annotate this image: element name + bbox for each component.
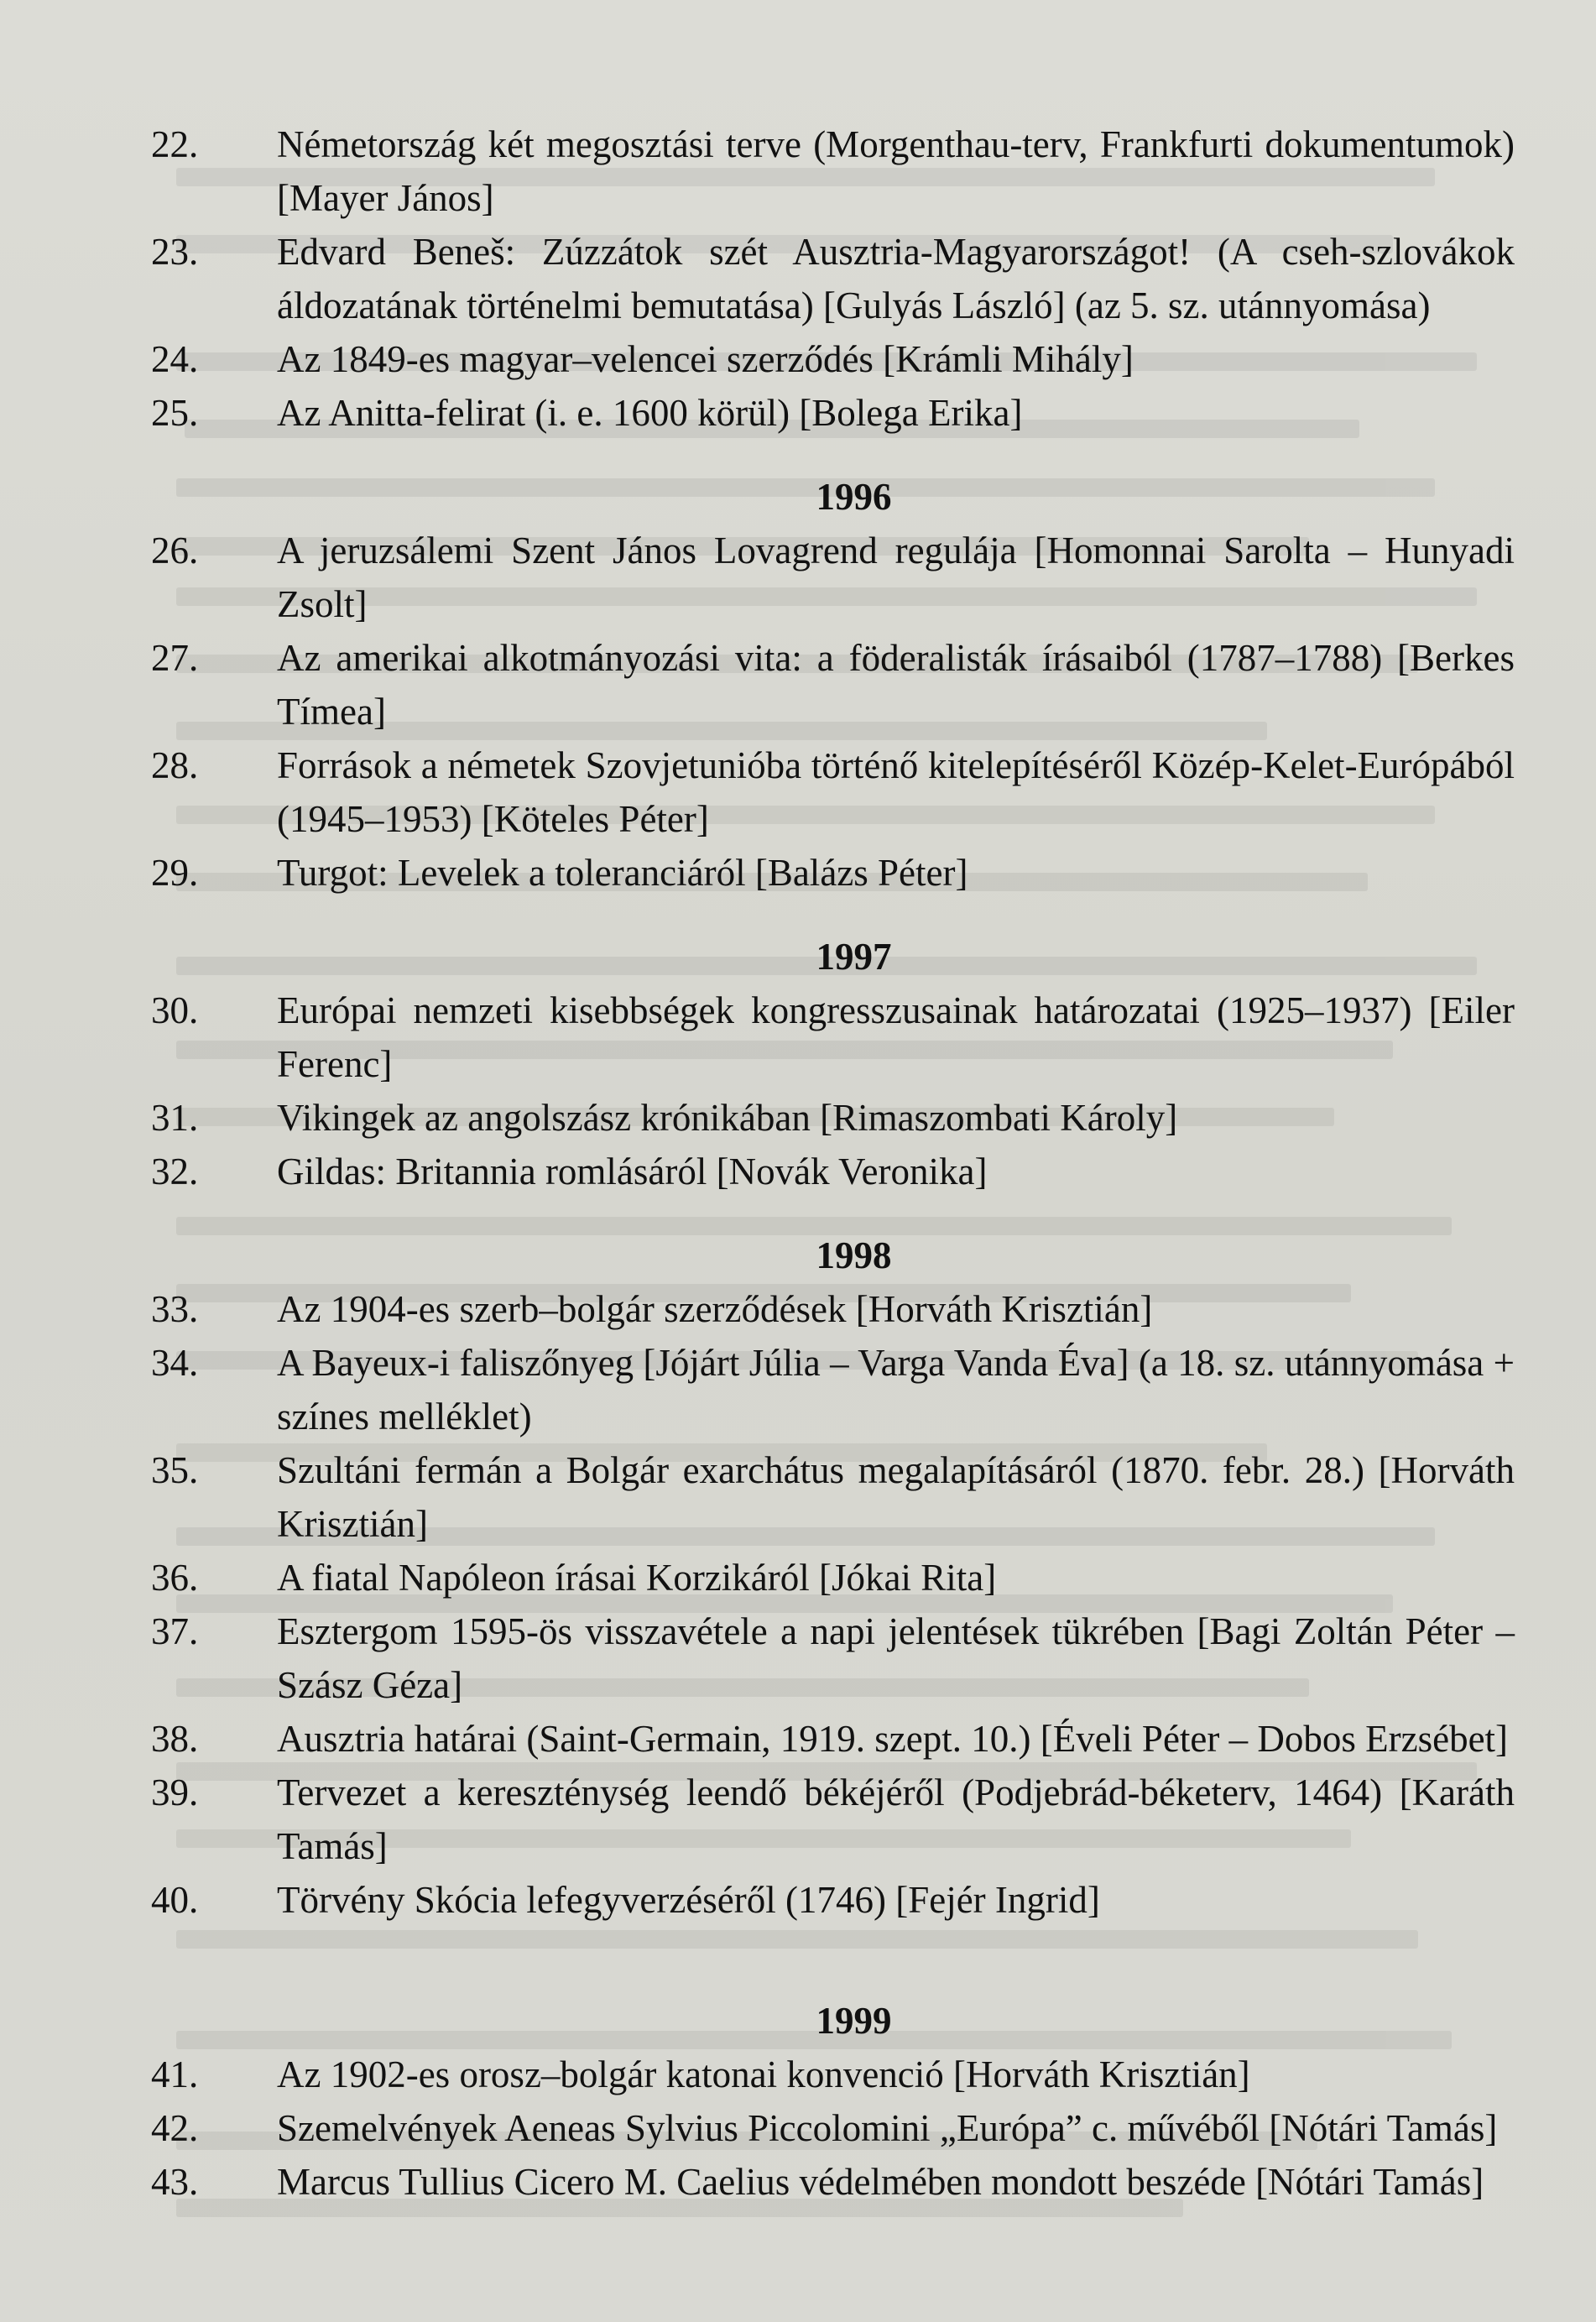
entry-number: 38. [151, 1718, 199, 1760]
list-entry [151, 846, 1515, 900]
entry-text: Források a németek Szovjetunióba történő kitelepítéséről Közép-Kelet-Európából (1945–1953) [Köteles Péter] [277, 744, 1515, 840]
list-entry [151, 225, 1515, 332]
entry-text: A Bayeux-i faliszőnyeg [Jójárt Júlia – Varga Vanda Éva] (a 18. sz. utánnyomása + színes melléklet) [277, 1342, 1515, 1438]
list-entry [151, 1551, 1515, 1605]
year-section-1996 [151, 470, 1515, 900]
entry-number: 22. [151, 123, 199, 165]
entry-number: 24. [151, 338, 199, 380]
entry-number: 43. [151, 2161, 199, 2203]
list-entry [151, 2155, 1515, 2209]
entry-number: 25. [151, 392, 199, 434]
entries-before-group [151, 117, 1515, 440]
entry-number: 31. [151, 1097, 199, 1139]
year-section-1999 [151, 1994, 1515, 2209]
entry-text: Ausztria határai (Saint-Germain, 1919. szept. 10.) [Éveli Péter – Dobos Erzsébet] [277, 1718, 1509, 1760]
year-heading: 1997 [816, 936, 892, 978]
entry-text: Európai nemzeti kisebbségek kongresszusainak határozatai (1925–1937) [Eiler Ferenc] [277, 989, 1515, 1085]
list-entry [151, 738, 1515, 846]
entry-text: Szultáni fermán a Bolgár exarchátus megalapításáról (1870. febr. 28.) [Horváth Krisztián] [277, 1449, 1515, 1545]
entry-text: Gildas: Britannia romlásáról [Novák Veronika] [277, 1151, 988, 1192]
entry-text: Németország két megosztási terve (Morgenthau-terv, Frankfurti dokumentumok) [Mayer János] [277, 123, 1515, 219]
entry-text: Az 1849-es magyar–velencei szerződés [Krámli Mihály] [277, 338, 1134, 380]
entry-text: Tervezet a kereszténység leendő békéjéről (Podjebrád-béketerv, 1464) [Karáth Tamás] [277, 1772, 1515, 1867]
list-entry [151, 1766, 1515, 1873]
list-entry [151, 386, 1515, 440]
list-entry [151, 984, 1515, 1091]
entry-text: Marcus Tullius Cicero M. Caelius védelmében mondott beszéde [Nótári Tamás] [277, 2161, 1484, 2203]
list-entry [151, 1282, 1515, 1336]
list-entry [151, 631, 1515, 738]
entry-number: 28. [151, 744, 199, 786]
list-entry [151, 1443, 1515, 1551]
entry-text: Az 1904-es szerb–bolgár szerződések [Horváth Krisztián] [277, 1288, 1153, 1330]
list-entry [151, 332, 1515, 386]
list-entry [151, 524, 1515, 631]
entry-text: Szemelvények Aeneas Sylvius Piccolomini „Európa” c. művéből [Nótári Tamás] [277, 2107, 1498, 2149]
list-entry [151, 1336, 1515, 1443]
entry-number: 41. [151, 2053, 199, 2095]
list-entry [151, 1605, 1515, 1712]
entry-text: Turgot: Levelek a toleranciáról [Balázs Péter] [277, 852, 968, 894]
list-entry [151, 2048, 1515, 2101]
entry-text: Vikingek az angolszász krónikában [Rimaszombati Károly] [277, 1097, 1178, 1139]
entry-number: 32. [151, 1151, 199, 1192]
year-section-1997 [151, 930, 1515, 1198]
entry-number: 29. [151, 852, 199, 894]
year-heading: 1998 [816, 1234, 892, 1276]
year-section-1998 [151, 1229, 1515, 1927]
entry-text: A jeruzsálemi Szent János Lovagrend regulája [Homonnai Sarolta – Hunyadi Zsolt] [277, 530, 1515, 625]
entry-number: 26. [151, 530, 199, 571]
entry-number: 42. [151, 2107, 199, 2149]
entry-number: 34. [151, 1342, 199, 1384]
entry-number: 33. [151, 1288, 199, 1330]
entry-text: Esztergom 1595-ös visszavétele a napi jelentések tükrében [Bagi Zoltán Péter – Szász Géza] [277, 1610, 1515, 1706]
entry-number: 36. [151, 1557, 199, 1599]
entry-number: 23. [151, 231, 199, 273]
entry-text: Az amerikai alkotmányozási vita: a föderalisták írásaiból (1787–1788) [Berkes Tímea] [277, 637, 1515, 733]
entry-number: 35. [151, 1449, 199, 1491]
entry-text: Törvény Skócia lefegyverzéséről (1746) [Fejér Ingrid] [277, 1879, 1100, 1921]
year-heading: 1996 [816, 476, 892, 518]
entry-number: 39. [151, 1772, 199, 1813]
list-entry [151, 1873, 1515, 1927]
entry-text: Edvard Beneš: Zúzzátok szét Ausztria-Magyarországot! (A cseh-szlovákok áldozatának történelmi bemutatása) [Gulyás László] (az 5. sz. utánnyomása) [277, 231, 1515, 326]
entry-number: 37. [151, 1610, 199, 1652]
list-entry [151, 1091, 1515, 1145]
entry-text: Az Anitta-felirat (i. e. 1600 körül) [Bolega Erika] [277, 392, 1023, 434]
publication-list [151, 117, 1515, 2209]
entry-text: Az 1902-es orosz–bolgár katonai konvenció [Horváth Krisztián] [277, 2053, 1250, 2095]
list-entry [151, 2101, 1515, 2155]
entry-number: 40. [151, 1879, 199, 1921]
list-entry [151, 1712, 1515, 1766]
year-heading: 1999 [816, 2000, 892, 2042]
list-entry [151, 117, 1515, 225]
entry-text: A fiatal Napóleon írásai Korzikáról [Jókai Rita] [277, 1557, 997, 1599]
entry-number: 30. [151, 989, 199, 1031]
entry-number: 27. [151, 637, 199, 679]
list-entry [151, 1145, 1515, 1198]
